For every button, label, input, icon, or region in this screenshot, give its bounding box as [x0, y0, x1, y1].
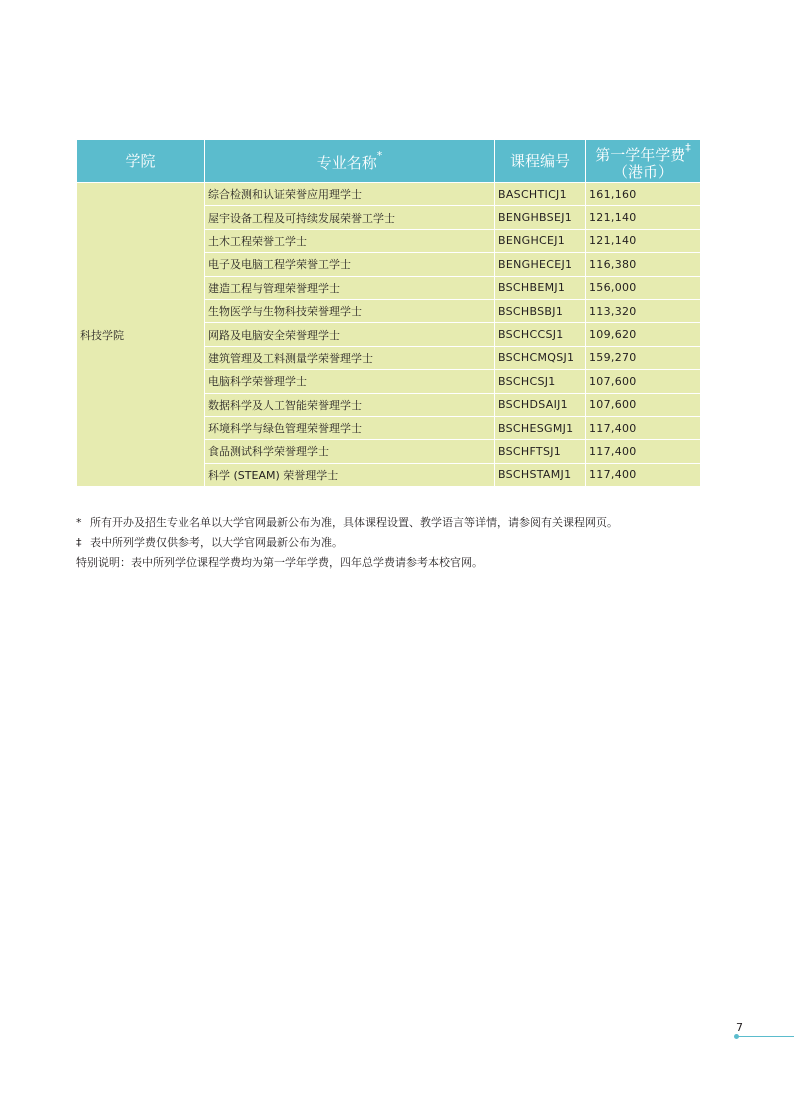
code-cell: BSCHFTSJ1: [495, 440, 586, 463]
major-cell: 食品测试科学荣誉理学士: [205, 440, 495, 463]
school-cell: 科技学院: [77, 183, 205, 487]
major-cell: 科学 (STEAM) 荣誉理学士: [205, 463, 495, 486]
fee-cell: 159,270: [586, 346, 701, 369]
code-cell: BSCHBEMJ1: [495, 276, 586, 299]
code-cell: BSCHSTAMJ1: [495, 463, 586, 486]
fee-cell: 109,620: [586, 323, 701, 346]
major-cell: 环境科学与绿色管理荣誉理学士: [205, 416, 495, 439]
code-cell: BENGHECEJ1: [495, 253, 586, 276]
header-major: 专业名称*: [205, 140, 495, 183]
major-cell: 电子及电脑工程学荣誉工学士: [205, 253, 495, 276]
fee-cell: 156,000: [586, 276, 701, 299]
code-cell: BENGHCEJ1: [495, 229, 586, 252]
major-cell: 屋宇设备工程及可持续发展荣誉工学士: [205, 206, 495, 229]
fee-unit: （港币）: [612, 162, 673, 181]
asterisk-mark: *: [376, 149, 383, 162]
header-code: 课程编号: [495, 140, 586, 183]
code-cell: BASCHTICJ1: [495, 183, 586, 206]
code-cell: BENGHBSEJ1: [495, 206, 586, 229]
page-number: 7: [736, 1021, 743, 1034]
table-header-row: [77, 140, 701, 183]
double-dagger-symbol: ‡: [76, 536, 82, 549]
header-fee: 第一学年学费‡ （港币）: [586, 140, 701, 183]
footnotes: [76, 513, 618, 573]
major-cell: 网路及电脑安全荣誉理学士: [205, 323, 495, 346]
major-cell: 建筑管理及工料测量学荣誉理学士: [205, 346, 495, 369]
fee-cell: 107,600: [586, 393, 701, 416]
fee-cell: 117,400: [586, 440, 701, 463]
fee-cell: 121,140: [586, 206, 701, 229]
major-cell: 建造工程与管理荣誉理学士: [205, 276, 495, 299]
fee-cell: 116,380: [586, 253, 701, 276]
page-marker-line: [737, 1036, 794, 1037]
fee-cell: 113,320: [586, 299, 701, 322]
code-cell: BSCHESGMJ1: [495, 416, 586, 439]
code-cell: BSCHBSBJ1: [495, 299, 586, 322]
tuition-table: [76, 139, 701, 487]
fee-cell: 117,400: [586, 416, 701, 439]
code-cell: BSCHDSAIJ1: [495, 393, 586, 416]
fee-cell: 107,600: [586, 370, 701, 393]
major-cell: 土木工程荣誉工学士: [205, 229, 495, 252]
major-cell: 电脑科学荣誉理学士: [205, 370, 495, 393]
table-body: [77, 183, 701, 487]
footnote-special-note: 特别说明：表中所列学位课程学费均为第一学年学费，四年总学费请参考本校官网。: [76, 556, 483, 569]
fee-cell: 117,400: [586, 463, 701, 486]
code-cell: BSCHCCSJ1: [495, 323, 586, 346]
fee-cell: 161,160: [586, 183, 701, 206]
fee-cell: 121,140: [586, 229, 701, 252]
code-cell: BSCHCMQSJ1: [495, 346, 586, 369]
table-row: [77, 183, 701, 206]
double-dagger-mark: ‡: [685, 140, 691, 154]
code-cell: BSCHCSJ1: [495, 370, 586, 393]
asterisk-symbol: *: [76, 516, 82, 529]
major-cell: 生物医学与生物科技荣誉理学士: [205, 299, 495, 322]
header-school: 学院: [77, 140, 205, 183]
major-cell: 综合检测和认证荣誉应用理学士: [205, 183, 495, 206]
footnote-double-dagger: ‡ 表中所列学费仅供参考，以大学官网最新公布为准。: [76, 533, 618, 553]
footnote-asterisk: * 所有开办及招生专业名单以大学官网最新公布为准，具体课程设置、教学语言等详情，请参阅有关课程网页。: [76, 513, 618, 533]
major-cell: 数据科学及人工智能荣誉理学士: [205, 393, 495, 416]
